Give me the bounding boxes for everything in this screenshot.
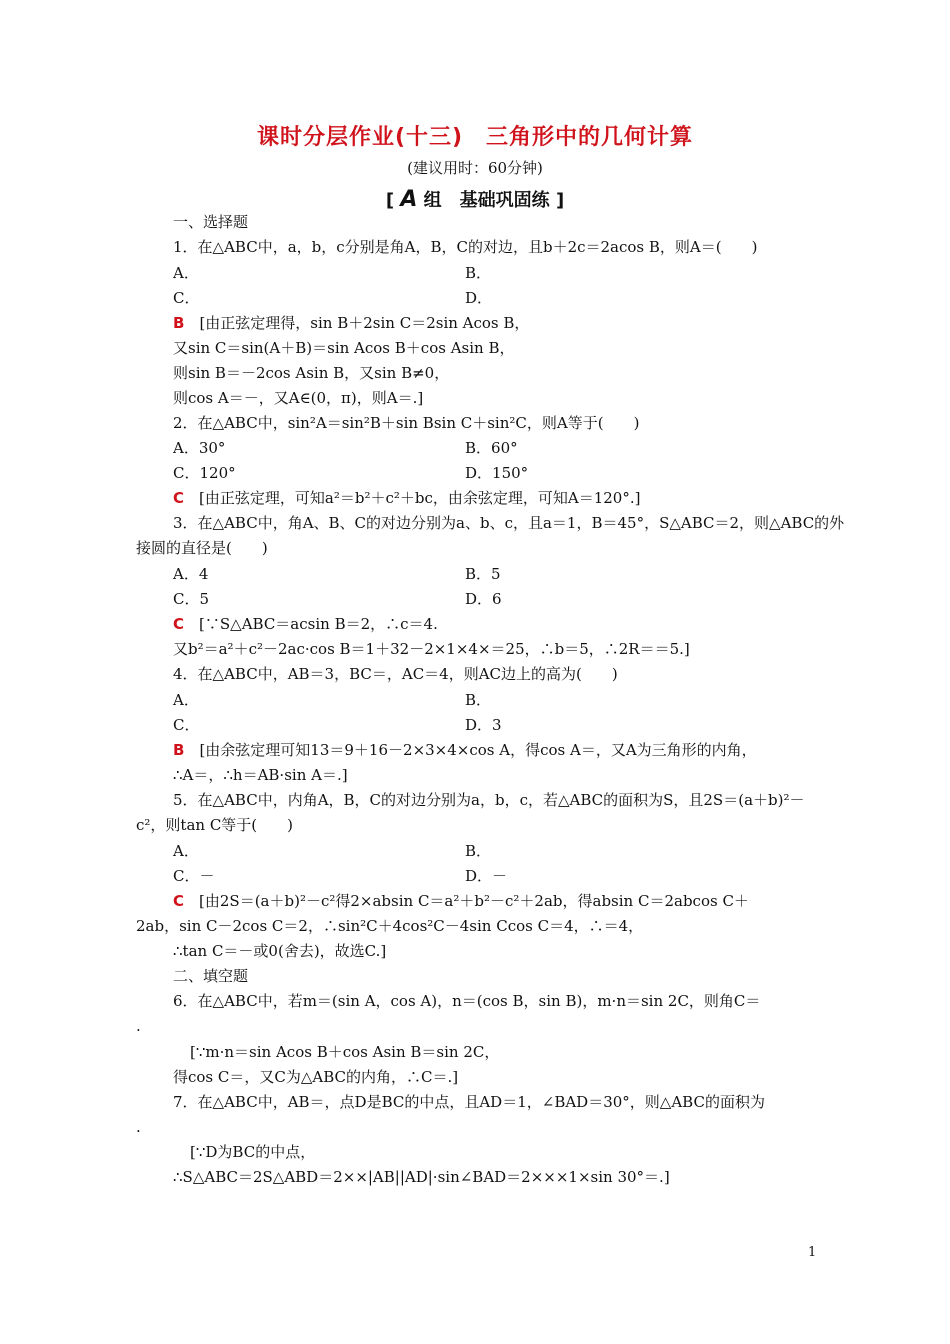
line-text: 5．在△ABC中，内角A，B，C的对边分别为a，b，c，若△ABC的面积为S，且2S＝(a＋b)²－ <box>173 791 805 809</box>
answer-letter: C <box>173 892 185 910</box>
text-line <box>465 866 507 886</box>
text-line <box>465 263 491 283</box>
text-line <box>465 463 528 483</box>
suggested-time: (建议用时：60分钟) <box>407 159 543 177</box>
line-text: C．5 <box>173 590 210 608</box>
text-line <box>173 1092 765 1112</box>
line-text: A．4 <box>173 565 209 583</box>
text-line <box>136 1117 141 1137</box>
line-text: D．150° <box>465 464 529 482</box>
text-line <box>465 690 491 710</box>
line-text: 4．在△ABC中，AB＝3，BC＝，AC＝4，则AC边上的高为( ) <box>173 665 618 683</box>
line-text: 6．在△ABC中，若m＝(sin A，cos A)，n＝(cos B，sin B)，m·n＝sin 2C，则角C＝ <box>173 992 761 1010</box>
line-text: C．120° <box>173 464 236 482</box>
line-text: 接圆的直径是( ) <box>136 539 268 557</box>
line-text: 2ab，sin C－2cos C＝2，∴sin²C＋4cos²C－4sin Ccos C＝4，∴＝4， <box>136 917 644 935</box>
page-title: 课时分层作业(十三) 三角形中的几何计算 <box>256 125 694 150</box>
line-text: 二、填空题 <box>173 967 249 985</box>
line-text: 7．在△ABC中，AB＝，点D是BC的中点，且AD＝1，∠BAD＝30°，则△ABC的面积为 <box>173 1093 765 1111</box>
text-line <box>173 966 248 986</box>
line-text: 又sin C＝sin(A＋B)＝sin Acos B＋cos Asin B， <box>173 339 515 357</box>
text-line <box>465 288 492 308</box>
line-text: D．6 <box>465 590 502 608</box>
text-line <box>465 564 501 584</box>
line-text: c²，则tan C等于( ) <box>136 816 293 834</box>
text-line <box>465 841 491 861</box>
text-line <box>173 866 214 886</box>
text-line <box>173 790 804 810</box>
text-line <box>173 488 640 508</box>
line-text: B．5 <box>465 565 501 583</box>
line-text: 则cos A＝－，又A∈(0，π)，则A＝.] <box>173 389 424 407</box>
group-heading <box>0 186 950 212</box>
text-line <box>173 991 760 1011</box>
text-line <box>173 941 386 961</box>
text-line <box>173 1167 670 1187</box>
line-text: 2．在△ABC中，sin²A＝sin²B＋sin Bsin C＋sin²C，则A等于( ) <box>173 414 640 432</box>
text-line <box>173 313 529 333</box>
text-line <box>173 589 209 609</box>
answer-letter: C <box>173 615 185 633</box>
text-line <box>173 338 514 358</box>
line-text: C．－ <box>173 867 215 885</box>
text-line <box>173 664 618 684</box>
line-text: [由正弦定理得，sin B＋2sin C＝2sin Acos B， <box>199 314 530 332</box>
line-text: ∴tan C＝－或0(舍去)，故选C.] <box>173 942 387 960</box>
text-line <box>173 1067 458 1087</box>
line-text: D．－ <box>465 867 508 885</box>
text-line <box>190 1142 315 1162</box>
line-text: ∴A＝，∴h＝AB·sin A＝.] <box>173 766 348 784</box>
line-text: 则sin B＝－2cos Asin B，又sin B≠0， <box>173 364 450 382</box>
text-line <box>136 815 293 835</box>
text-line <box>465 589 502 609</box>
text-line <box>465 438 518 458</box>
line-text: [由余弦定理可知13＝9＋16－2×3×4×cos A，得cos A＝，又A为三角形的内角， <box>199 741 757 759</box>
text-line <box>136 1016 141 1036</box>
text-line <box>173 363 449 383</box>
text-line <box>173 715 199 735</box>
line-text: ∴S△ABC＝2S△ABD＝2××|AB||AD|·sin∠BAD＝2×××1×sin 30°＝.] <box>173 1168 670 1186</box>
line-text: D．3 <box>465 716 502 734</box>
line-text: A． <box>173 264 199 282</box>
text-line <box>173 639 690 659</box>
line-text: C． <box>173 289 200 307</box>
group-letter: A <box>400 187 418 212</box>
text-line <box>190 1042 499 1062</box>
line-text: A． <box>173 691 199 709</box>
line-text: D． <box>465 289 493 307</box>
line-text: 又b²＝a²＋c²－2ac·cos B＝1＋32－2×1×4×＝25，∴b＝5，∴2R＝＝5.] <box>173 640 690 658</box>
text-line <box>173 740 757 760</box>
text-line <box>173 891 749 911</box>
text-line <box>173 438 225 458</box>
text-line <box>173 690 199 710</box>
line-text: [∵D为BC的中点， <box>190 1143 316 1161</box>
group-bracket-open: [ <box>385 190 395 211</box>
text-line <box>465 715 502 735</box>
text-line <box>173 413 639 433</box>
line-text: 1．在△ABC中，a，b，c分别是角A，B，C的对边，且b＋2c＝2acos B，则A＝( ) <box>173 238 758 256</box>
line-text: 一、选择题 <box>173 213 249 231</box>
line-text: B． <box>465 842 492 860</box>
text-line <box>173 841 199 861</box>
answer-letter: C <box>173 489 185 507</box>
text-line <box>136 538 268 558</box>
line-text: A． <box>173 842 199 860</box>
group-label: 组 基础巩固练 <box>423 190 550 211</box>
text-line <box>173 263 199 283</box>
answer-letter: B <box>173 314 185 332</box>
page-number: 1 <box>808 1245 817 1260</box>
text-line <box>136 916 643 936</box>
text-line <box>173 614 438 634</box>
text-line <box>173 513 844 533</box>
line-text: A．30° <box>173 439 226 457</box>
line-text: . <box>136 1017 141 1035</box>
text-line <box>173 237 757 257</box>
text-line <box>173 765 348 785</box>
text-line <box>173 288 199 308</box>
line-text: B． <box>465 264 492 282</box>
text-line <box>173 463 236 483</box>
line-text: 得cos C＝，又C为△ABC的内角，∴C＝.] <box>173 1068 459 1086</box>
line-text: B．60° <box>465 439 518 457</box>
text-line <box>173 564 208 584</box>
line-text: [∵S△ABC＝acsin B＝2，∴c＝4. <box>199 615 438 633</box>
text-line <box>173 388 423 408</box>
line-text: B． <box>465 691 492 709</box>
line-text: [由2S＝(a＋b)²－c²得2×absin C＝a²＋b²－c²＋2ab，得absin C＝2abcos C＋ <box>199 892 749 910</box>
line-text: 3．在△ABC中，角A、B、C的对边分别为a、b、c，且a＝1，B＝45°，S△ABC＝2，则△ABC的外 <box>173 514 845 532</box>
line-text: . <box>136 1118 141 1136</box>
answer-letter: B <box>173 741 185 759</box>
text-line <box>173 212 248 232</box>
group-bracket-close: ] <box>555 190 565 211</box>
line-text: C． <box>173 716 200 734</box>
line-text: [由正弦定理，可知a²＝b²＋c²＋bc，由余弦定理，可知A＝120°.] <box>199 489 641 507</box>
line-text: [∵m·n＝sin Acos B＋cos Asin B＝sin 2C， <box>190 1043 500 1061</box>
